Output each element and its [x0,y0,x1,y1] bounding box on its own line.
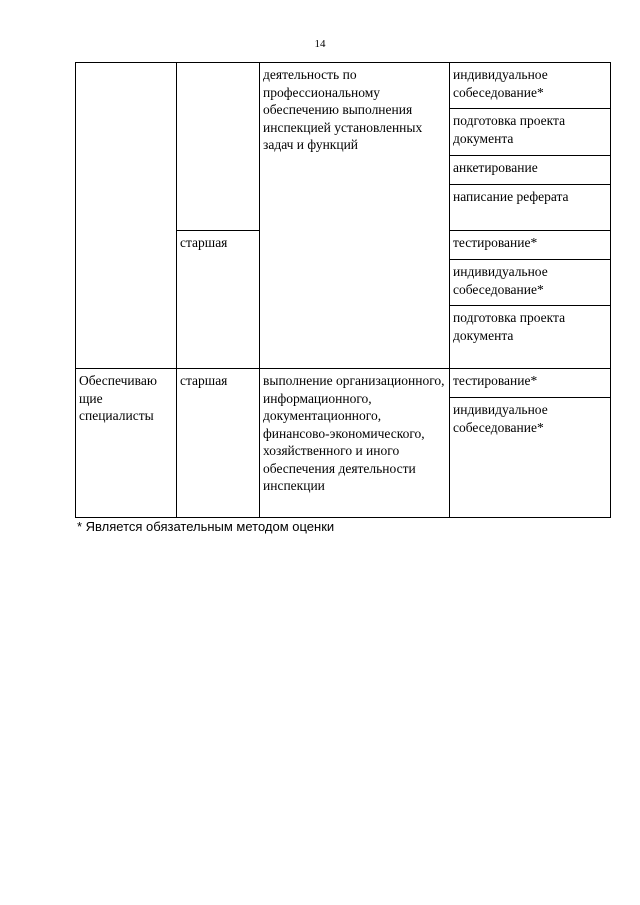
table-row [76,369,611,398]
category-cell [76,63,177,369]
activity-cell: выполнение организационного, информационного, документационного, финансово-экономического, хозяйственного и иного обеспечения деятельности инспекции [260,369,450,518]
group-cell: старшая [177,369,260,518]
method-cell: анкетирование [450,156,611,185]
method-cell: тестирование* [450,369,611,398]
method-cell: тестирование* [450,231,611,260]
method-cell: индивидуальное собеседование* [450,398,611,518]
method-cell: подготовка проекта документа [450,109,611,156]
group-cell [177,63,260,231]
method-cell: написание реферата [450,185,611,231]
method-cell: индивидуальное собеседование* [450,63,611,109]
method-cell: индивидуальное собеседование* [450,260,611,306]
table-row [76,63,611,109]
activity-cell: деятельность по профессиональному обеспечению выполнения инспекцией установленных задач и функций [260,63,450,369]
assessment-table [75,62,611,518]
category-cell: Обеспечиваю щие специалисты [76,369,177,518]
page-number: 14 [314,38,326,50]
method-cell: подготовка проекта документа [450,306,611,369]
group-cell: старшая [177,231,260,369]
footnote: * Является обязательным методом оценки [77,519,335,534]
